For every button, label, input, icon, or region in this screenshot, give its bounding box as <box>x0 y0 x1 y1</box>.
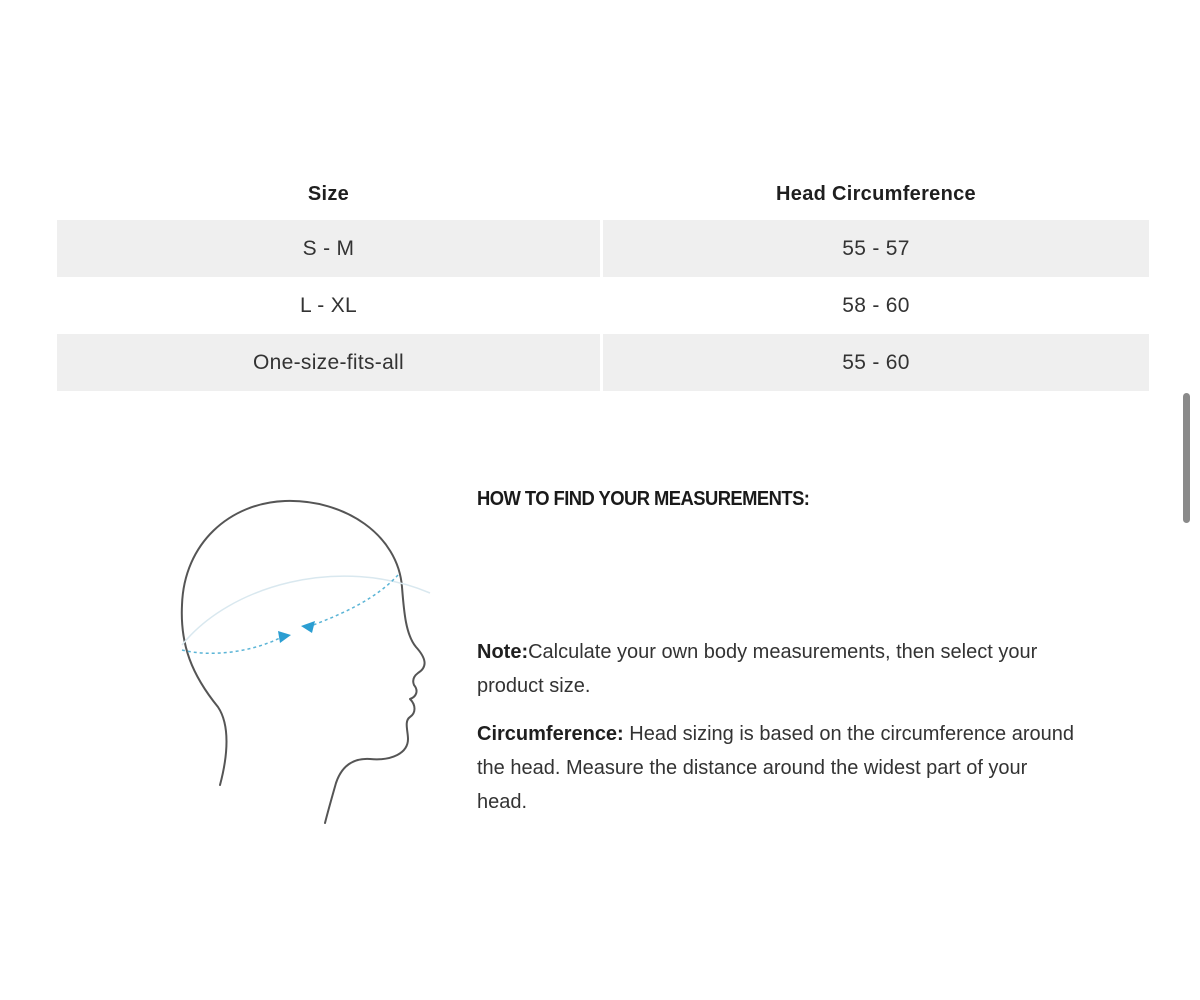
tape-front-right <box>308 575 398 627</box>
size-table <box>57 168 1149 391</box>
cell-head-circumference: 55 - 60 <box>603 334 1149 391</box>
measurement-instructions <box>477 488 1077 819</box>
table-row <box>57 334 1149 391</box>
scrollbar-thumb[interactable] <box>1183 393 1190 523</box>
circumference-label: Circumference: <box>477 723 624 745</box>
cell-size: L - XL <box>299 293 358 317</box>
table-header <box>57 168 1149 220</box>
header-head-circumference: Head Circumference <box>776 182 976 205</box>
table-row <box>57 277 1149 334</box>
tape-front-left <box>182 637 282 653</box>
circumference-text: Head sizing is based on the circumference around the head. Measure the distance around the widest part of your head. <box>477 723 1074 813</box>
head-outline <box>182 501 425 823</box>
note-text: Calculate your own body measurements, then select your product size. <box>477 641 1038 697</box>
cell-size: One-size-fits-all <box>57 334 600 391</box>
tape-arrow-left <box>301 621 315 633</box>
header-size: Size <box>307 182 350 205</box>
cell-size: S - M <box>57 220 600 277</box>
cell-head-circumference: 55 - 57 <box>603 220 1149 277</box>
cell-head-circumference: 58 - 60 <box>842 293 910 317</box>
note-label: Note: <box>477 641 529 663</box>
tape-arrow-right <box>278 631 291 643</box>
table-row <box>57 220 1149 277</box>
tape-back <box>182 576 430 645</box>
note-paragraph <box>477 635 1077 703</box>
head-measurement-icon <box>170 495 440 835</box>
instructions-title: HOW TO FIND YOUR MEASUREMENTS: <box>477 488 810 510</box>
circumference-paragraph <box>477 717 1077 819</box>
